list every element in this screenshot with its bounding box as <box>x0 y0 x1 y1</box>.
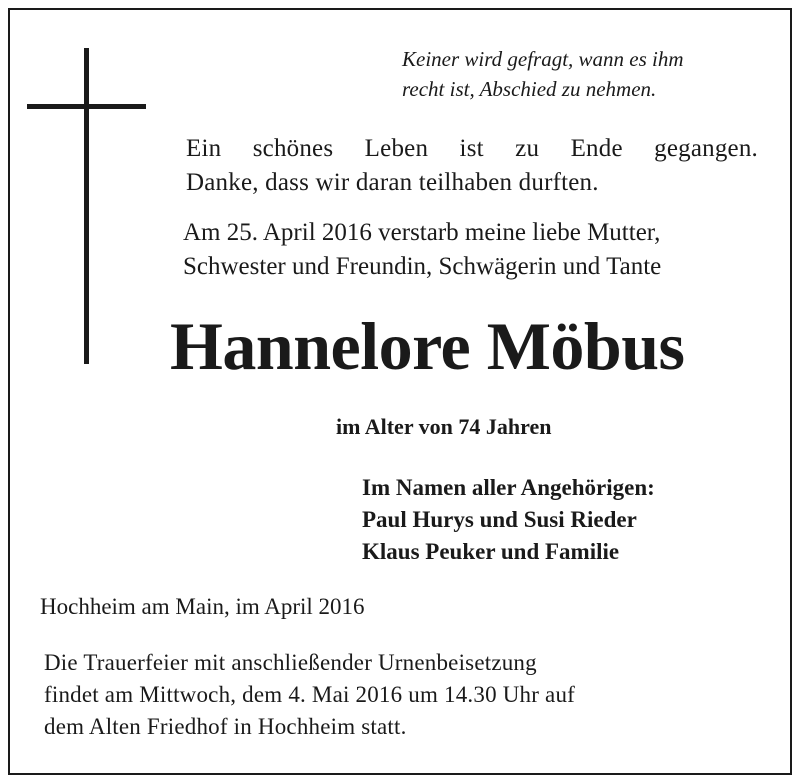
age-text: im Alter von 74 Jahren <box>336 414 552 439</box>
ceremony-line: Die Trauerfeier mit anschließender Urnenbeisetzung <box>44 650 537 675</box>
announcement-line: Schwester und Freundin, Schwägerin und Tante <box>183 253 662 280</box>
family-heading: Im Namen aller Angehörigen: <box>362 475 655 500</box>
family-signature <box>362 472 655 568</box>
intro-text <box>186 132 758 200</box>
ceremony-info <box>44 647 575 743</box>
deceased-name: Hannelore Möbus <box>170 308 685 384</box>
cross-icon <box>84 48 89 364</box>
announcement-line: Am 25. April 2016 verstarb meine liebe Mutter, <box>183 219 661 246</box>
family-line: Paul Hurys und Susi Rieder <box>362 507 637 532</box>
obituary-notice <box>8 8 792 775</box>
ceremony-line: dem Alten Friedhof in Hochheim statt. <box>44 714 407 739</box>
quote-line: recht ist, Abschied zu nehmen. <box>402 77 657 101</box>
ceremony-line: findet am Mittwoch, dem 4. Mai 2016 um 14.30 Uhr auf <box>44 682 576 707</box>
place-date: Hochheim am Main, im April 2016 <box>40 594 365 619</box>
intro-line: Danke, dass wir daran teilhaben durften. <box>186 169 599 196</box>
announcement <box>183 216 763 284</box>
intro-line: Ein schönes Leben ist zu Ende gegangen. <box>186 135 758 162</box>
quote <box>402 44 782 104</box>
quote-line: Keiner wird gefragt, wann es ihm <box>402 47 684 71</box>
family-line: Klaus Peuker und Familie <box>362 539 620 564</box>
cross-icon-bar <box>27 104 146 109</box>
